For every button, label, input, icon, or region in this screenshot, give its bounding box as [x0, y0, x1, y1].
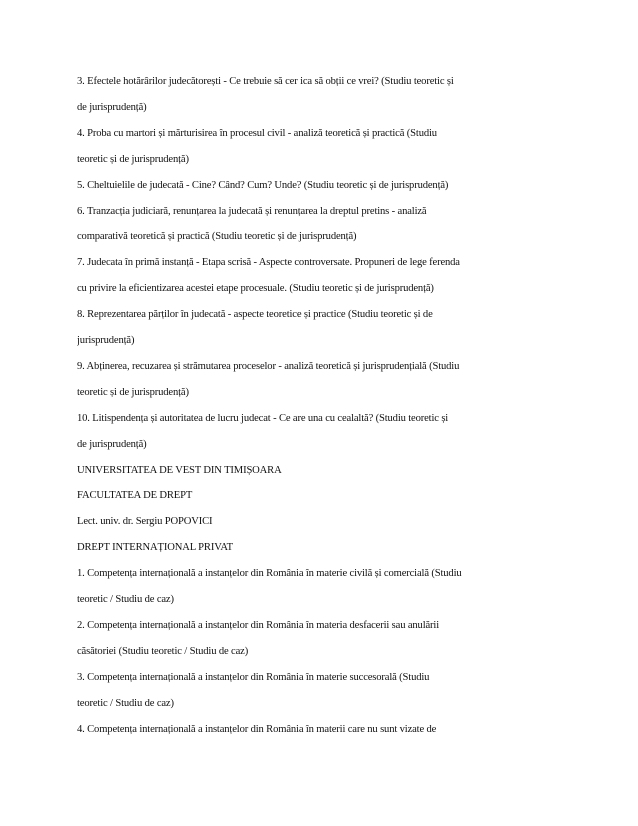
text-line: 4. Proba cu martori și mărturisirea în procesul civil - analiză teoretică și practică (Studiu: [77, 128, 437, 139]
text-line: 4. Competența internațională a instanțelor din România în materii care nu sunt vizate de: [77, 724, 437, 735]
text-line: teoretic și de jurisprudență): [77, 154, 189, 165]
text-line: jurisprudență): [77, 335, 135, 346]
text-line: 3. Competența internațională a instanțelor din România în materie succesorală (Studiu: [77, 672, 430, 683]
text-line: 6. Tranzacția judiciară, renunțarea la judecată și renunțarea la dreptul pretins - analiză: [77, 206, 427, 217]
text-line: teoretic și de jurisprudență): [77, 387, 189, 398]
text-line: FACULTATEA DE DREPT: [77, 490, 193, 501]
text-line: 5. Cheltuielile de judecată - Cine? Când? Cum? Unde? (Studiu teoretic și de jurisprudență): [77, 180, 449, 191]
text-line: de jurisprudență): [77, 439, 147, 450]
text-line: de jurisprudență): [77, 102, 147, 113]
text-line: comparativă teoretică și practică (Studiu teoretic și de jurisprudență): [77, 231, 357, 242]
text-line: 2. Competența internațională a instanțelor din România în materia desfacerii sau anulării: [77, 620, 440, 631]
text-line: teoretic / Studiu de caz): [77, 594, 174, 605]
text-line: căsătoriei (Studiu teoretic / Studiu de caz): [77, 646, 249, 657]
text-line: teoretic / Studiu de caz): [77, 698, 174, 709]
text-line: DREPT INTERNAȚIONAL PRIVAT: [77, 542, 233, 553]
text-line: 1. Competența internațională a instanțelor din România în materie civilă și comercială (Studiu: [77, 568, 462, 579]
text-line: 10. Litispendența și autoritatea de lucru judecat - Ce are una cu cealaltă? (Studiu teoretic și: [77, 413, 449, 424]
text-line: 9. Abținerea, recuzarea și strămutarea proceselor - analiză teoretică și jurisprudențială (Studiu: [77, 361, 460, 372]
text-line: cu privire la eficientizarea acestei etape procesuale. (Studiu teoretic și de jurisprudență): [77, 283, 434, 294]
text-line: 7. Judecata în primă instanță - Etapa scrisă - Aspecte controversate. Propuneri de lege ferenda: [77, 257, 460, 268]
text-line: 3. Efectele hotărârilor judecătorești - Ce trebuie să cer ica să obții ce vrei? (Studiu teoretic și: [77, 76, 454, 87]
text-line: UNIVERSITATEA DE VEST DIN TIMIȘOARA: [77, 465, 282, 476]
text-line: 8. Reprezentarea părților în judecată - aspecte teoretice și practice (Studiu teoretic și de: [77, 309, 433, 320]
text-line: Lect. univ. dr. Sergiu POPOVICI: [77, 516, 213, 527]
